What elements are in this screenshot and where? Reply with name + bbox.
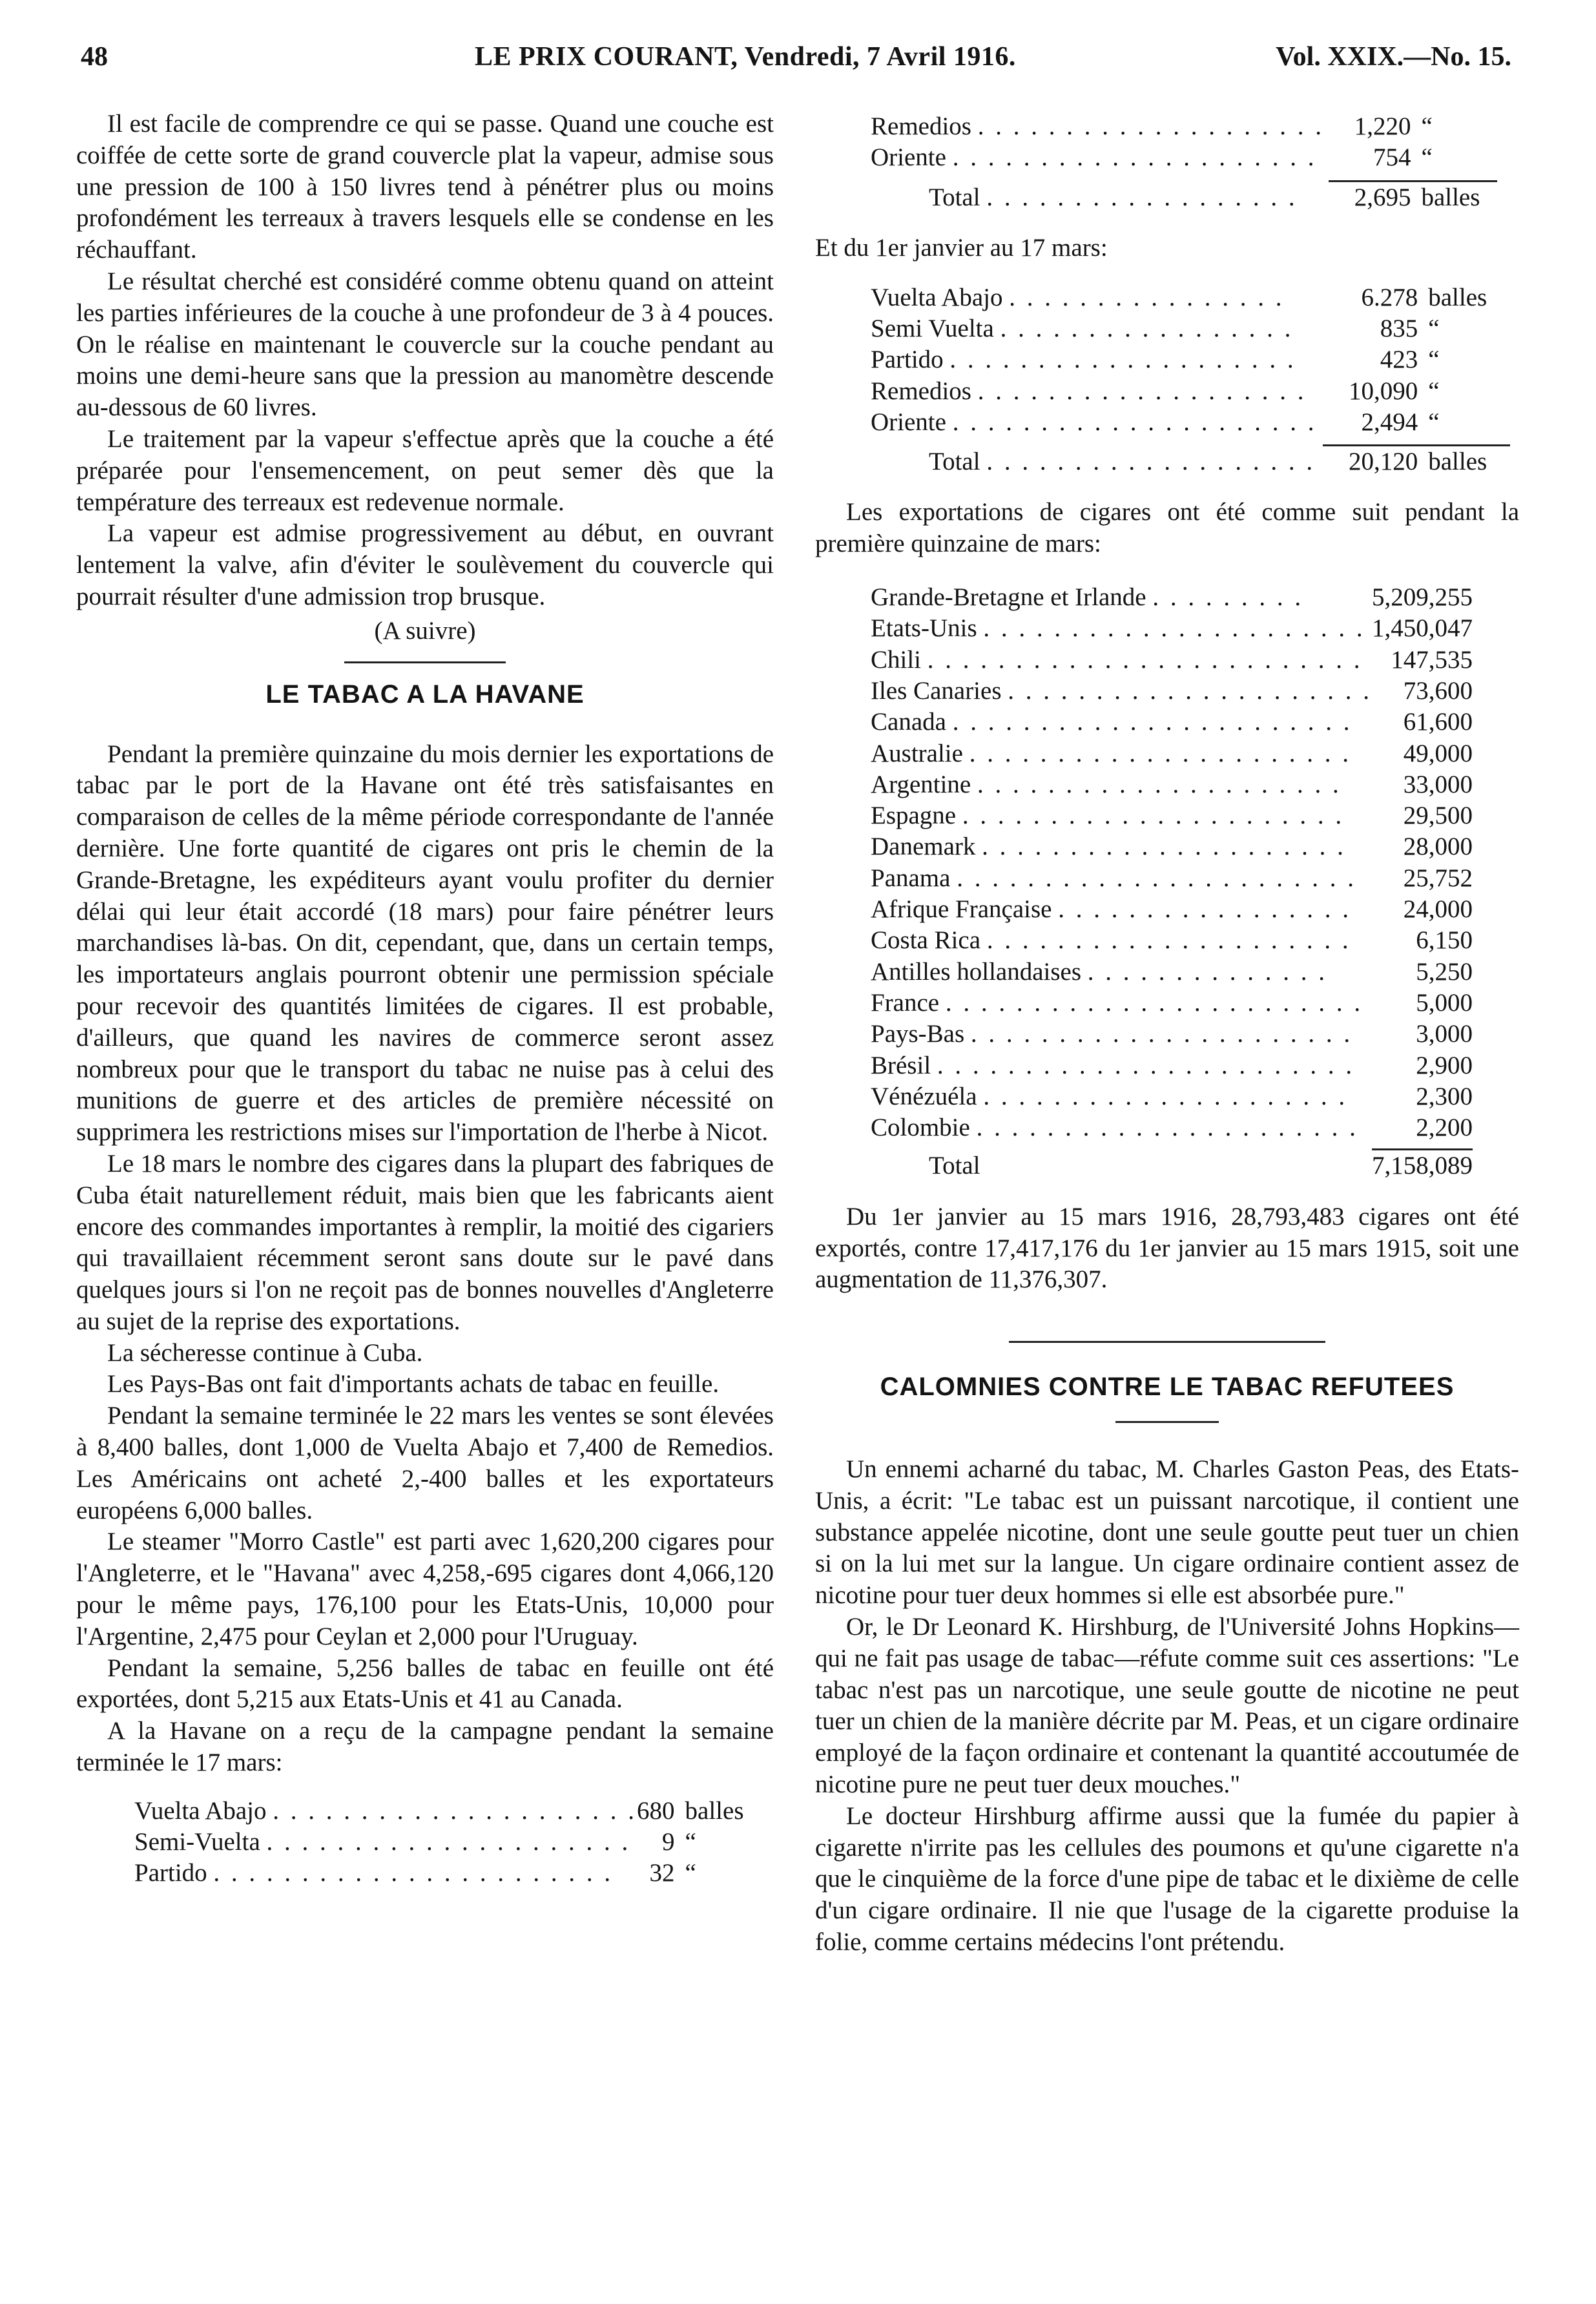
week-receipts-table <box>134 1796 744 1889</box>
export-value: 61,600 <box>1403 708 1473 736</box>
havane-paragraph: Pendant la semaine terminée le 22 mars les ventes se sont élevées à 8,400 balles, dont 1,000 de Vuelta Abajo et 7,400 de Remedios. Les Américains ont acheté 2,-400 balles et les exportateurs européens 6,000 balles. <box>76 1402 774 1524</box>
week-receipts-continued-table <box>871 111 1497 213</box>
export-value: 73,600 <box>1403 676 1473 705</box>
total-value: 7,158,089 <box>1372 1152 1473 1180</box>
intro-paragraph: Le traitement par la vapeur s'effectue après que la couche a été préparée pour l'ensemencement, on peut semer dès que la température des terreaux est redevenue normale. <box>76 424 774 516</box>
country-label: Vénézuéla <box>871 1082 977 1110</box>
total-label: Total <box>929 448 980 476</box>
row-label: Partido <box>871 346 944 374</box>
total-unit: balles <box>1428 448 1487 476</box>
row-label: Partido <box>134 1859 207 1887</box>
total-value: 20,120 <box>1348 448 1418 476</box>
table-row: Afrique Française . . . . . . . . . . . . . . . . . 24,000 <box>871 894 1473 925</box>
havane-paragraph: Le steamer "Morro Castle" est parti avec 1,620,200 cigares pour l'Angleterre, et le "Havana" avec 4,258,-695 cigares dont 4,066,120 pour le même pays, 176,100 pour les Etats-Unis, 10,000 pour l'Argentine, 2,475 pour Ceylan et 2,000 pour l'Uruguay. <box>76 1528 774 1650</box>
table-row: Australie . . . . . . . . . . . . . . . . . . . . . . 49,000 <box>871 738 1473 769</box>
row-unit: balles <box>1428 283 1487 311</box>
table-row: Espagne . . . . . . . . . . . . . . . . . . . . . . 29,500 <box>871 800 1473 831</box>
table-row: Canada . . . . . . . . . . . . . . . . . . . . . . . 61,600 <box>871 707 1473 738</box>
table-row: Oriente . . . . . . . . . . . . . . . . . . . . . 2,494 “ <box>871 407 1510 438</box>
section-divider <box>1009 1341 1325 1343</box>
table-row: Danemark . . . . . . . . . . . . . . . . . . . . . 28,000 <box>871 831 1473 862</box>
table-row: Panama . . . . . . . . . . . . . . . . . . . . . . . 25,752 <box>871 863 1473 894</box>
row-unit: “ <box>1428 346 1440 374</box>
left-column <box>76 109 774 1889</box>
country-label: Antilles hollandaises <box>871 957 1082 986</box>
country-label: Afrique Française <box>871 895 1052 924</box>
country-label: Espagne <box>871 802 957 830</box>
country-label: France <box>871 988 940 1017</box>
to-be-continued: (A suivre) <box>374 616 476 645</box>
export-value: 6,150 <box>1416 926 1473 955</box>
table-row: Vuelta Abajo . . . . . . . . . . . . . . . . . . . . . 680 balles <box>134 1796 744 1827</box>
row-value: 1,220 <box>1354 112 1411 140</box>
table-row: Grande-Bretagne et Irlande . . . . . . . . . 5,209,255 <box>871 582 1473 613</box>
total-label: Total <box>929 183 980 211</box>
row-value: 2,494 <box>1361 408 1418 436</box>
havane-paragraph: A la Havane on a reçu de la campagne pendant la semaine terminée le 17 mars: <box>76 1717 774 1777</box>
row-value: 423 <box>1380 346 1418 374</box>
country-label: Pays-Bas <box>871 1020 965 1048</box>
total-unit: balles <box>1421 183 1480 211</box>
export-value: 2,300 <box>1416 1082 1473 1110</box>
row-label: Oriente <box>871 143 946 172</box>
table-row: Remedios . . . . . . . . . . . . . . . . . . . 10,090 “ <box>871 376 1510 407</box>
table-row: Semi Vuelta . . . . . . . . . . . . . . . . . 835 “ <box>871 313 1510 344</box>
row-value: 754 <box>1373 143 1411 172</box>
section-divider <box>344 661 506 663</box>
table-row: Vénézuéla . . . . . . . . . . . . . . . . . . . . . 2,300 <box>871 1081 1473 1112</box>
row-unit: “ <box>1421 112 1433 140</box>
export-value: 5,209,255 <box>1372 583 1473 612</box>
table-row: Antilles hollandaises . . . . . . . . . . . . . . 5,250 <box>871 957 1473 988</box>
row-label: Remedios <box>871 112 971 140</box>
row-unit: “ <box>1428 377 1440 405</box>
export-value: 28,000 <box>1403 833 1473 861</box>
intro-paragraph: Le résultat cherché est considéré comme obtenu quand on atteint les parties inférieures de la couche à une profondeur de 3 à 4 pouces. On le réalise en maintenant le couvercle sur la couche pendant au moins une demi-heure sans que la pression au manomètre descende au-dessous de 60 livres. <box>76 267 774 422</box>
row-unit: balles <box>685 1796 744 1825</box>
volume-number: Vol. XXIX.—No. 15. <box>1276 42 1511 72</box>
export-value: 25,752 <box>1403 864 1473 892</box>
row-value: 10,090 <box>1348 377 1418 405</box>
row-value: 32 <box>649 1859 675 1887</box>
table-row: Partido . . . . . . . . . . . . . . . . . . . . 423 “ <box>871 344 1510 375</box>
table-row: Iles Canaries . . . . . . . . . . . . . . . . . . . . . 73,600 <box>871 676 1473 707</box>
exports-intro: Les exportations de cigares ont été comme suit pendant la première quinzaine de mars: <box>815 498 1519 558</box>
export-value: 147,535 <box>1391 645 1473 674</box>
row-label: Oriente <box>871 408 946 436</box>
publication-line: LE PRIX COURANT, Vendredi, 7 Avril 1916. <box>475 42 1016 72</box>
havane-paragraph: Les Pays-Bas ont fait d'importants achats de tabac en feuille. <box>107 1370 720 1398</box>
row-value: 9 <box>662 1828 675 1856</box>
export-value: 24,000 <box>1403 895 1473 924</box>
country-label: Argentine <box>871 770 971 798</box>
total-row <box>871 1150 1473 1181</box>
total-label: Total <box>929 1152 980 1180</box>
table-row: Pays-Bas . . . . . . . . . . . . . . . . . . . . . . 3,000 <box>871 1019 1473 1050</box>
country-label: Colombie <box>871 1114 970 1142</box>
country-label: Brésil <box>871 1051 931 1079</box>
country-label: Grande-Bretagne et Irlande <box>871 583 1146 612</box>
havane-paragraph: Pendant la première quinzaine du mois dernier les exportations de tabac par le port de la Havane ont été très satisfaisantes en comparaison de celles de la même période correspondante de l'année dernière. Une forte quantité de cigares ont pris le chemin de la Grande-Bretagne, les expéditeurs ayant voulu profiter du dernier délai qui leur était accordé (18 mars) pour faire pénétrer leurs marchandises là-bas. On dit, cependant, que, dans un certain temps, les importateurs anglais pourront obtenir une permission spéciale pour recevoir des quantités limitées de cigares. Il est probable, d'ailleurs, que quand les navires de commerce seront assez nombreux pour que le transport du tabac ne nuise pas à celui des munitions de guerre et des articles de première nécessité on supprimera les restrictions mises sur l'importation de l'herbe à Nicot. <box>76 740 774 1147</box>
row-unit: “ <box>1428 408 1440 436</box>
total-value: 2,695 <box>1354 183 1411 211</box>
table-row: Brésil . . . . . . . . . . . . . . . . . . . . . . . . 2,900 <box>871 1050 1473 1081</box>
country-label: Costa Rica <box>871 926 981 955</box>
export-value: 49,000 <box>1403 739 1473 767</box>
export-value: 5,000 <box>1416 988 1473 1017</box>
table-row: Costa Rica . . . . . . . . . . . . . . . . . . . . . 6,150 <box>871 925 1473 956</box>
country-label: Canada <box>871 708 946 736</box>
country-label: Panama <box>871 864 951 892</box>
row-unit: “ <box>1428 314 1440 342</box>
row-label: Semi Vuelta <box>871 314 994 342</box>
country-label: Chili <box>871 645 922 674</box>
row-label: Remedios <box>871 377 971 405</box>
row-unit: “ <box>685 1859 696 1887</box>
row-value: 835 <box>1380 314 1418 342</box>
havane-paragraph: Le 18 mars le nombre des cigares dans la plupart des fabriques de Cuba était naturellement réduit, mais bien que les fabricants aient encore des commandes importantes à remplir, la moitié des cigariers qui travaillaient récemment seront sans doute sur le pavé dans quelques jours si l'on ne reçoit pas de bonnes nouvelles d'Angleterre au sujet de la reprise des exportations. <box>76 1149 774 1335</box>
table-row: Colombie . . . . . . . . . . . . . . . . . . . . . . 2,200 <box>871 1112 1473 1143</box>
table-row: Vuelta Abajo . . . . . . . . . . . . . . . . 6.278 balles <box>871 282 1510 313</box>
row-label: Vuelta Abajo <box>134 1796 267 1825</box>
export-value: 2,900 <box>1416 1051 1473 1079</box>
intro-paragraph: La vapeur est admise progressivement au début, en ouvrant lentement la valve, afin d'éviter le soulèvement du couvercle qui pourrait résulter d'une admission trop brusque. <box>76 519 774 610</box>
export-value: 2,200 <box>1416 1114 1473 1142</box>
export-value: 29,500 <box>1403 802 1473 830</box>
havane-paragraph: La sécheresse continue à Cuba. <box>107 1338 423 1367</box>
table-row: Chili . . . . . . . . . . . . . . . . . . . . . . . . . 147,535 <box>871 645 1473 676</box>
row-unit: “ <box>685 1828 696 1856</box>
table-row: Partido . . . . . . . . . . . . . . . . . . . . . . . 32 “ <box>134 1858 744 1889</box>
section-title-havane: LE TABAC A LA HAVANE <box>265 680 585 709</box>
country-label: Danemark <box>871 833 976 861</box>
table-row: Argentine . . . . . . . . . . . . . . . . . . . . . 33,000 <box>871 769 1473 800</box>
row-label: Vuelta Abajo <box>871 283 1003 311</box>
exports-summary: Du 1er janvier au 15 mars 1916, 28,793,483 cigares ont été exportés, contre 17,417,176 du 1er janvier au 15 mars 1915, soit une augmentation de 11,376,307. <box>815 1202 1519 1294</box>
table-row: Oriente . . . . . . . . . . . . . . . . . . . . . 754 “ <box>871 142 1497 173</box>
total-row: Total . . . . . . . . . . . . . . . . . . . 20,120 balles <box>871 446 1510 477</box>
since-january-intro: Et du 1er janvier au 17 mars: <box>815 233 1108 262</box>
export-value: 1,450,047 <box>1372 614 1473 643</box>
export-value: 33,000 <box>1403 770 1473 798</box>
right-column <box>815 111 1519 1958</box>
calomnies-paragraph: Le docteur Hirshburg affirme aussi que la fumée du papier à cigarette n'irrite pas les cellules des poumons et qu'une cigarette n'a que le cinquième de la force d'une pipe de tabac et le dixième de celle d'un cigare ordinaire. Il nie que l'usage de la cigarette produise la folie, comme certains médecins l'ont prétendu. <box>815 1801 1519 1956</box>
title-underline <box>1115 1421 1219 1423</box>
total-row: Total . . . . . . . . . . . . . . . . . . 2,695 balles <box>871 182 1497 213</box>
page-number: 48 <box>81 42 108 72</box>
section-title-calomnies: CALOMNIES CONTRE LE TABAC REFUTEES <box>880 1373 1455 1402</box>
page-header <box>81 41 1511 80</box>
country-label: Australie <box>871 739 963 767</box>
havane-paragraph: Pendant la semaine, 5,256 balles de tabac en feuille ont été exportées, dont 5,215 aux Etats-Unis et 41 au Canada. <box>76 1654 774 1714</box>
calomnies-paragraph: Or, le Dr Leonard K. Hirshburg, de l'Université Johns Hopkins—qui ne fait pas usage de tabac—réfute comme suit ces assertions: "Le tabac n'est pas un narcotique, une seule goutte de nicotine ne peut tuer un chien de la manière décrite par M. Peas, et un cigare ordinaire employé de la façon ordinaire et contenant la quantité accoutumée de nicotine pure ne peut tuer deux mouches." <box>815 1613 1519 1799</box>
since-january-table <box>871 282 1510 478</box>
table-row: Semi-Vuelta . . . . . . . . . . . . . . . . . . . . . 9 “ <box>134 1827 744 1858</box>
row-value: 6.278 <box>1361 283 1418 311</box>
table-row: Remedios . . . . . . . . . . . . . . . . . . . . 1,220 “ <box>871 111 1497 142</box>
row-label: Semi-Vuelta <box>134 1828 260 1856</box>
table-row: Etats-Unis . . . . . . . . . . . . . . . . . . . . . . 1,450,047 <box>871 613 1473 644</box>
export-value: 3,000 <box>1416 1020 1473 1048</box>
calomnies-paragraph: Un ennemi acharné du tabac, M. Charles Gaston Peas, des Etats-Unis, a écrit: "Le tabac est un puissant narcotique, il contient une substance appelée nicotine, dont une seule goutte peut tuer un chien si on la lui met sur la langue. Un cigare ordinaire contient assez de nicotine pour tuer deux hommes si elle est absorbée pure." <box>815 1455 1519 1610</box>
table-row: France . . . . . . . . . . . . . . . . . . . . . . . . 5,000 <box>871 988 1473 1019</box>
row-unit: “ <box>1421 143 1433 172</box>
intro-paragraph: Il est facile de comprendre ce qui se passe. Quand une couche est coiffée de cette sorte de grand couvercle plat la vapeur, admise sous une pression de 100 à 150 livres tend à pénétrer plus ou moins profondément les terreaux à travers lesquels elle se condense en les réchauffant. <box>76 110 774 264</box>
country-label: Iles Canaries <box>871 676 1002 705</box>
country-label: Etats-Unis <box>871 614 977 643</box>
exports-table <box>871 582 1473 1182</box>
row-value: 680 <box>637 1796 675 1825</box>
export-value: 5,250 <box>1416 957 1473 986</box>
